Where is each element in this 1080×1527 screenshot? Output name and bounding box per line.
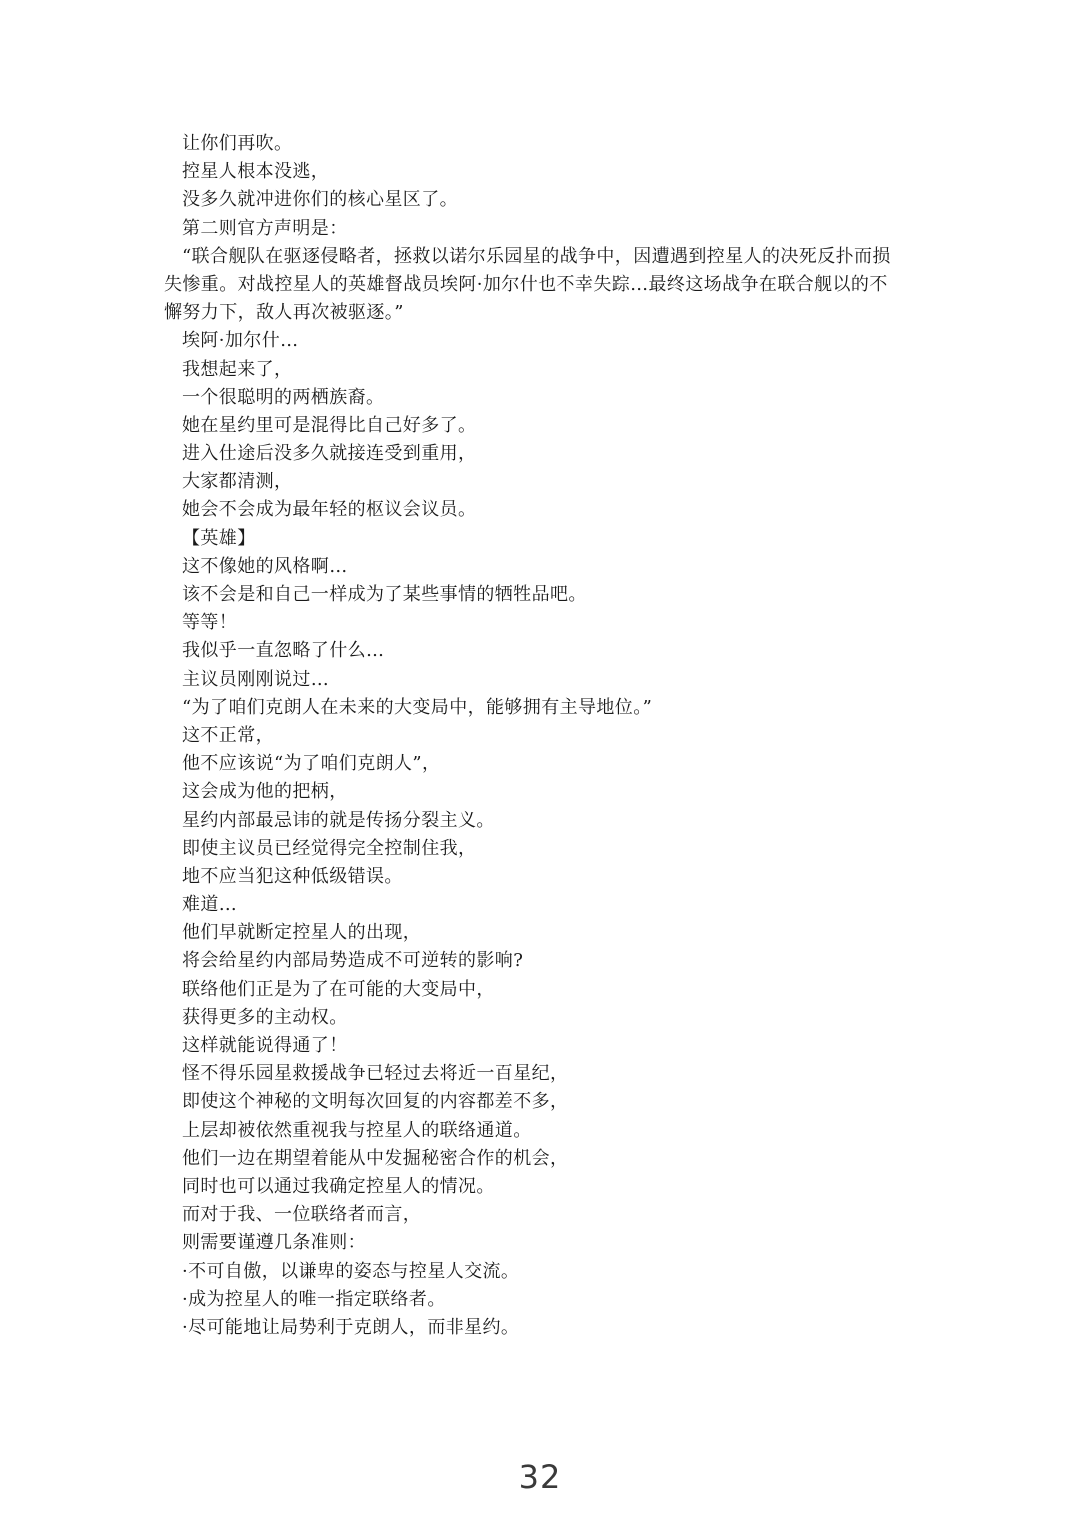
text-line: “为了咱们克朗人在未来的大变局中，能够拥有主导地位。”: [182, 696, 653, 718]
text-line: 埃阿·加尔什…: [182, 330, 299, 352]
text-line: 联络他们正是为了在可能的大变局中，: [182, 978, 495, 1000]
text-line: 进入仕途后没多久就接连受到重用，: [182, 443, 477, 465]
list-item: ·成为控星人的唯一指定联络者。: [182, 1288, 446, 1310]
text-line: 这会成为他的把柄，: [182, 781, 348, 803]
text-line: 获得更多的主动权。: [182, 1006, 348, 1028]
text-line: 同时也可以通过我确定控星人的情况。: [182, 1175, 495, 1197]
text-line: 我似乎一直忽略了什么…: [182, 640, 385, 662]
text-line: 则需要谨遵几条准则：: [182, 1232, 366, 1254]
text-line: 地不应当犯这种低级错误。: [182, 865, 403, 887]
text-line: 这不像她的风格啊…: [182, 555, 348, 577]
text-line: 上层却被依然重视我与控星人的联络通道。: [182, 1119, 532, 1141]
text-line: 他们早就断定控星人的出现，: [182, 922, 422, 944]
text-line: 这不正常，: [182, 724, 274, 746]
text-line: 她会不会成为最年轻的枢议会议员。: [182, 499, 477, 521]
text-line: 将会给星约内部局势造成不可逆转的影响?: [182, 950, 524, 972]
text-line: 他不应该说“为了咱们克朗人”，: [182, 753, 441, 775]
text-line: 而对于我、一位联络者而言，: [182, 1204, 422, 1226]
text-line: 一个很聪明的两栖族裔。: [182, 386, 385, 408]
text-line: 星约内部最忌讳的就是传扬分裂主义。: [182, 809, 495, 831]
text-line: 懈努力下，敌人再次被驱逐。”: [164, 302, 404, 324]
text-line: 控星人根本没逃，: [182, 161, 330, 183]
text-line: 让你们再吹。: [182, 133, 293, 154]
section-heading: 【英雄】: [182, 527, 256, 549]
text-line: 即使这个神秘的文明每次回复的内容都差不多，: [182, 1091, 569, 1113]
text-line: 我想起来了，: [182, 358, 293, 380]
text-line: “联合舰队在驱逐侵略者，拯救以诺尔乐园星的战争中，因遭遇到控星人的决死反扑而损: [182, 245, 891, 267]
text-line: 她在星约里可是混得比自己好多了。: [182, 414, 477, 436]
text-line: 主议员刚刚说过…: [182, 668, 330, 690]
text-line: 没多久就冲进你们的核心星区了。: [182, 189, 458, 211]
text-line: 大家都清测，: [182, 471, 293, 493]
text-line: 等等！: [182, 612, 238, 634]
body-text: [164, 130, 924, 1342]
text-line: 即使主议员已经觉得完全控制住我，: [182, 837, 477, 859]
list-item: ·不可自傲，以谦卑的姿态与控星人交流。: [182, 1260, 520, 1282]
text-line: 难道…: [182, 894, 238, 916]
page-number: 32: [518, 1458, 562, 1496]
text-line: 该不会是和自己一样成为了某些事情的牺牲品吧。: [182, 584, 587, 605]
text-line: 他们一边在期望着能从中发掘秘密合作的机会，: [182, 1147, 569, 1169]
list-item: ·尽可能地让局势利于克朗人，而非星约。: [182, 1316, 520, 1338]
text-line: 怪不得乐园星救援战争已轻过去将近一百星纪，: [182, 1063, 569, 1085]
text-line: 失惨重。对战控星人的英雄督战员埃阿·加尔什也不幸失踪…最终这场战争在联合舰以的不: [164, 273, 888, 295]
text-line: 第二则官方声明是：: [182, 217, 348, 239]
text-line: 这样就能说得通了！: [182, 1035, 348, 1056]
